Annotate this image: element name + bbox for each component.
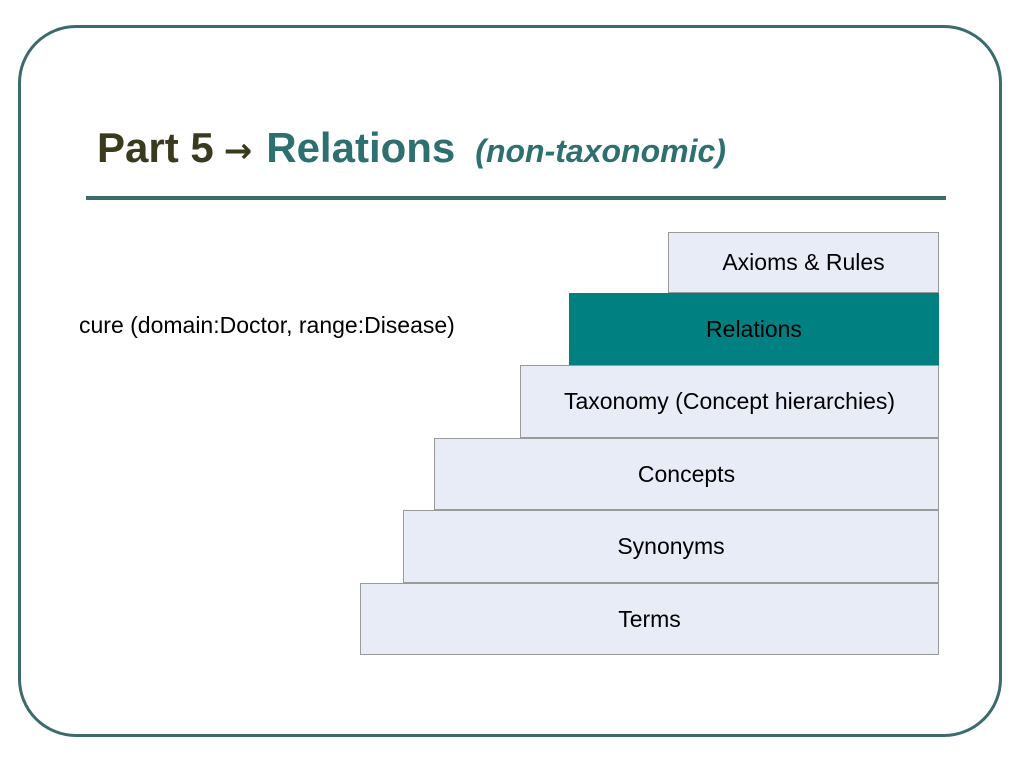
title-main: Relations bbox=[266, 124, 456, 171]
relation-example: cure (domain:Doctor, range:Disease) bbox=[79, 312, 455, 338]
arrow-right-icon: → bbox=[223, 131, 253, 171]
layer-axioms-rules bbox=[668, 232, 939, 293]
layer-relations bbox=[569, 293, 939, 365]
title-part: Part 5 bbox=[97, 124, 214, 171]
title-subtitle: (non-taxonomic) bbox=[475, 133, 726, 169]
layer-label: Concepts bbox=[637, 460, 736, 487]
layer-label: Relations bbox=[706, 315, 802, 342]
layer-terms bbox=[360, 583, 939, 655]
layer-label: Synonyms bbox=[617, 533, 725, 559]
layer-label: Taxonomy (Concept hierarchies) bbox=[563, 388, 896, 414]
layer-concepts bbox=[434, 438, 939, 510]
title-divider bbox=[86, 196, 946, 200]
layer-taxonomy bbox=[520, 365, 939, 438]
layer-label: Terms bbox=[618, 605, 681, 632]
slide-title bbox=[97, 124, 726, 184]
layer-synonyms bbox=[403, 510, 939, 583]
layer-label: Axioms & Rules bbox=[722, 249, 885, 275]
